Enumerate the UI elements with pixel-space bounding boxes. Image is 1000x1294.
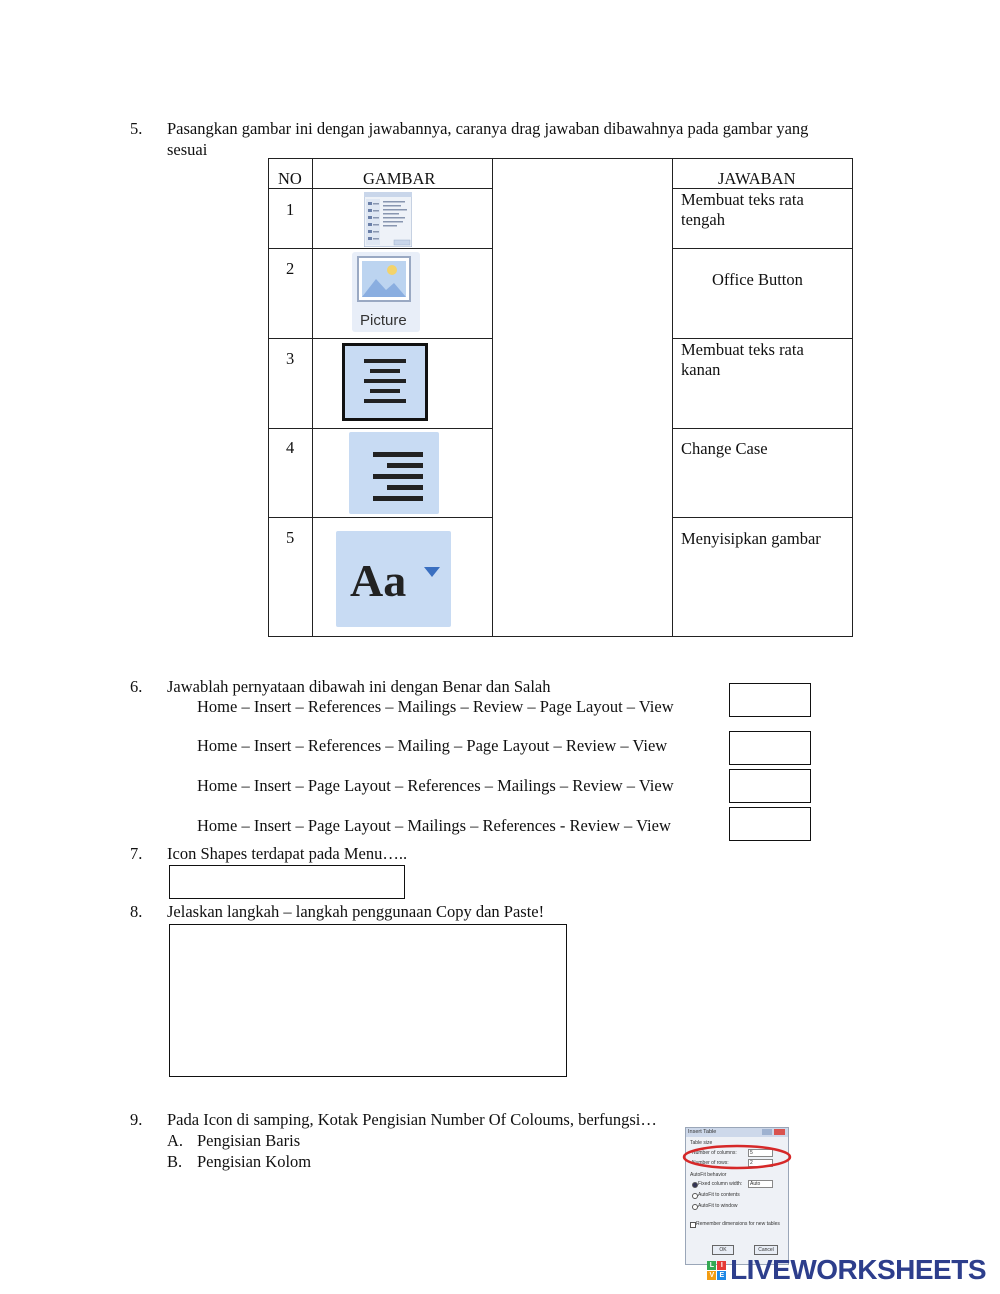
dialog-autofit-contents: AutoFit to contents — [698, 1192, 740, 1198]
answer-2[interactable]: Office Button — [712, 270, 803, 289]
logo-mark-icon: L I V E — [707, 1261, 726, 1280]
header-no: NO — [278, 169, 302, 188]
q5-text-line2: sesuai — [167, 140, 208, 159]
align-right-icon — [349, 432, 439, 514]
q9-option-a-letter: A. — [167, 1131, 184, 1150]
help-icon — [762, 1129, 772, 1135]
q7-text: Icon Shapes terdapat pada Menu….. — [167, 844, 408, 863]
q6-option-1: Home – Insert – References – Mailings – Review – Page Layout – View — [197, 697, 674, 716]
close-icon — [774, 1129, 785, 1135]
dialog-columns-label: Number of columns: — [692, 1150, 737, 1156]
dialog-title: Insert Table — [688, 1129, 717, 1135]
q5-number: 5. — [130, 119, 143, 138]
q9-number: 9. — [130, 1110, 143, 1129]
dialog-rows-input[interactable]: 2 — [748, 1159, 773, 1167]
dialog-section-autofit: AutoFit behavior — [690, 1172, 727, 1178]
align-center-icon — [342, 343, 428, 421]
answer-4[interactable]: Change Case — [681, 439, 768, 458]
dialog-ok-button[interactable]: OK — [712, 1245, 734, 1255]
q6-answer-box-3[interactable] — [729, 769, 811, 803]
q9-text: Pada Icon di samping, Kotak Pengisian Number Of Coloums, berfungsi… — [167, 1110, 657, 1129]
q9-option-b-letter: B. — [167, 1152, 183, 1171]
q6-option-4: Home – Insert – Page Layout – Mailings – References - Review – View — [197, 816, 671, 835]
dialog-remember: Remember dimensions for new tables — [696, 1221, 780, 1227]
q7-answer-box[interactable] — [169, 865, 405, 899]
q8-text: Jelaskan langkah – langkah penggunaan Copy dan Paste! — [167, 902, 545, 921]
q5-text-line1: Pasangkan gambar ini dengan jawabannya, caranya drag jawaban dibawahnya pada gambar yang — [167, 119, 809, 138]
q6-text: Jawablah pernyataan dibawah ini dengan Benar dan Salah — [167, 677, 551, 696]
office-menu-icon — [364, 192, 412, 247]
q6-answer-box-2[interactable] — [729, 731, 811, 765]
dialog-autofit-window: AutoFit to window — [698, 1203, 738, 1209]
header-jawaban: JAWABAN — [718, 169, 796, 188]
row-no-5: 5 — [286, 528, 295, 547]
dialog-fixed-input[interactable]: Auto — [748, 1180, 773, 1188]
answer-1[interactable]: Membuat teks rata tengah — [681, 190, 804, 229]
q6-answer-box-4[interactable] — [729, 807, 811, 841]
row-no-1: 1 — [286, 200, 295, 219]
dialog-fixed-label: Fixed column width: — [698, 1181, 743, 1187]
q9-option-b[interactable]: Pengisian Kolom — [197, 1152, 312, 1171]
highlight-ellipse — [681, 1143, 793, 1171]
change-case-label: Aa — [350, 555, 407, 606]
q6-option-2: Home – Insert – References – Mailing – Page Layout – Review – View — [197, 736, 668, 755]
row-no-2: 2 — [286, 259, 295, 278]
dialog-rows-label: Number of rows: — [692, 1160, 729, 1166]
dialog-section-size: Table size — [690, 1140, 713, 1146]
header-gambar: GAMBAR — [363, 169, 436, 188]
picture-icon-label: Picture — [360, 312, 407, 329]
logo-text: LIVEWORKSHEETS — [730, 1254, 986, 1285]
row-no-3: 3 — [286, 349, 295, 368]
dialog-cancel-button[interactable]: Cancel — [754, 1245, 778, 1255]
dialog-columns-input[interactable]: 5 — [748, 1149, 773, 1157]
answer-5[interactable]: Menyisipkan gambar — [681, 529, 821, 548]
q6-option-3: Home – Insert – Page Layout – References – Mailings – Review – View — [197, 776, 674, 795]
q6-number: 6. — [130, 677, 143, 696]
row-no-4: 4 — [286, 438, 295, 457]
q9-option-a[interactable]: Pengisian Baris — [197, 1131, 301, 1150]
q8-answer-box[interactable] — [169, 924, 567, 1077]
q6-answer-box-1[interactable] — [729, 683, 811, 717]
q7-number: 7. — [130, 844, 143, 863]
liveworksheets-logo — [707, 1254, 986, 1286]
answer-3[interactable]: Membuat teks rata kanan — [681, 340, 804, 379]
q8-number: 8. — [130, 902, 143, 921]
